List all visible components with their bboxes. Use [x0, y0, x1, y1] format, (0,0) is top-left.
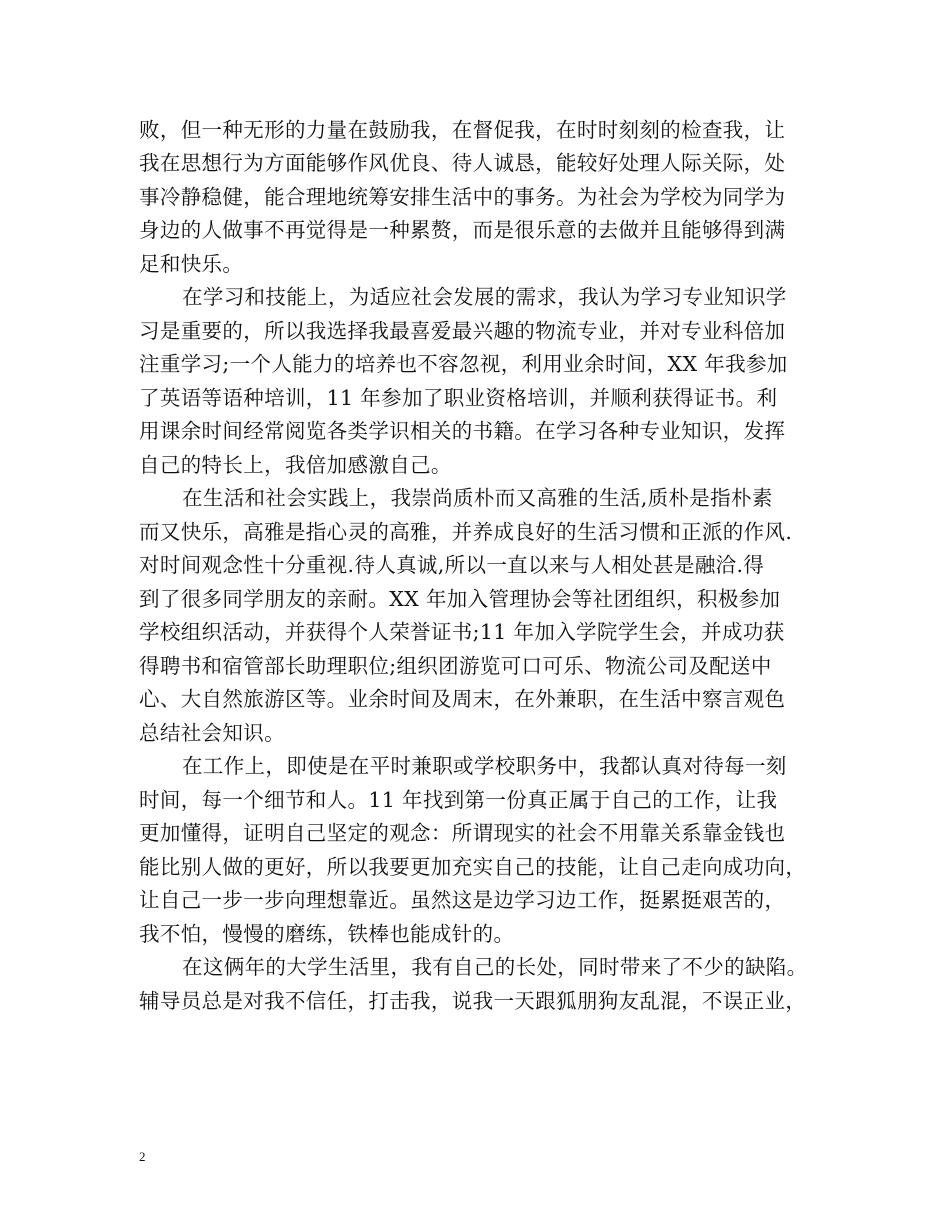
text-line: 总结社会知识。	[139, 721, 285, 745]
text-line: 身边的人做事不再觉得是一种累赘，而是很乐意的去做并且能够得到满	[139, 218, 786, 242]
text-line: 我在思想行为方面能够作风优良、待人诚恳，能较好处理人际关际，处	[139, 151, 786, 175]
text-line: 能比别人做的更好，所以我要更加充实自己的技能，让自己走向成功向，	[139, 855, 807, 879]
text-line: 了英语等语种培训，11 年参加了职业资格培训，并顺利获得证书。利	[139, 386, 778, 410]
text-line: 时间，每一个细节和人。11 年找到第一份真正属于自己的工作，让我	[139, 788, 778, 812]
text-line: 对时间观念性十分重视.待人真诚,所以一直以来与人相处甚是融洽.得	[139, 553, 765, 577]
paragraph-first-line: 在学习和技能上，为适应社会发展的需求，我认为学习专业知识学	[182, 285, 787, 309]
text-line: 习是重要的，所以我选择我最喜爱最兴趣的物流专业，并对专业科倍加	[139, 319, 786, 343]
text-line: 更加懂得，证明自己坚定的观念：所谓现实的社会不用靠关系靠金钱也	[139, 821, 786, 845]
text-line: 用课余时间经常阅览各类学识相关的书籍。在学习各种专业知识，发挥	[139, 419, 786, 443]
text-line: 自己的特长上，我倍加感激自己。	[139, 453, 452, 477]
text-line: 辅导员总是对我不信任，打击我，说我一天跟狐朋狗友乱混，不误正业，	[139, 989, 807, 1013]
text-line: 败，但一种无形的力量在鼓励我，在督促我，在时时刻刻的检查我，让	[139, 118, 786, 142]
text-line: 让自己一步一步向理想靠近。虽然这是边学习边工作，挺累挺艰苦的，	[139, 888, 786, 912]
text-line: 我不怕，慢慢的磨练，铁棒也能成针的。	[139, 922, 515, 946]
text-line: 事冷静稳健，能合理地统筹安排生活中的事务。为社会为学校为同学为	[139, 185, 786, 209]
text-line: 学校组织活动，并获得个人荣誉证书;11 年加入学院学生会，并成功获	[139, 620, 785, 644]
paragraph-first-line: 在这俩年的大学生活里，我有自己的长处，同时带来了不少的缺陷。	[182, 955, 808, 979]
text-line: 而又快乐，高雅是指心灵的高雅，并养成良好的生活习惯和正派的作风.	[139, 520, 793, 544]
paragraph-first-line: 在生活和社会实践上，我崇尚质朴而又高雅的生活,质朴是指朴素	[182, 486, 773, 510]
text-line: 得聘书和宿管部长助理职位;组织团游览可口可乐、物流公司及配送中	[139, 654, 772, 678]
text-line: 足和快乐。	[139, 252, 244, 276]
paragraph-first-line: 在工作上，即使是在平时兼职或学校职务中，我都认真对待每一刻	[182, 754, 787, 778]
text-line: 注重学习;一个人能力的培养也不容忽视，利用业余时间，XX 年我参加	[139, 352, 788, 376]
text-line: 心、大自然旅游区等。业余时间及周末，在外兼职，在生活中察言观色	[139, 687, 786, 711]
page-number: 2	[139, 1149, 146, 1164]
text-line: 到了很多同学朋友的亲耐。XX 年加入管理协会等社团组织，积极参加	[139, 587, 781, 611]
